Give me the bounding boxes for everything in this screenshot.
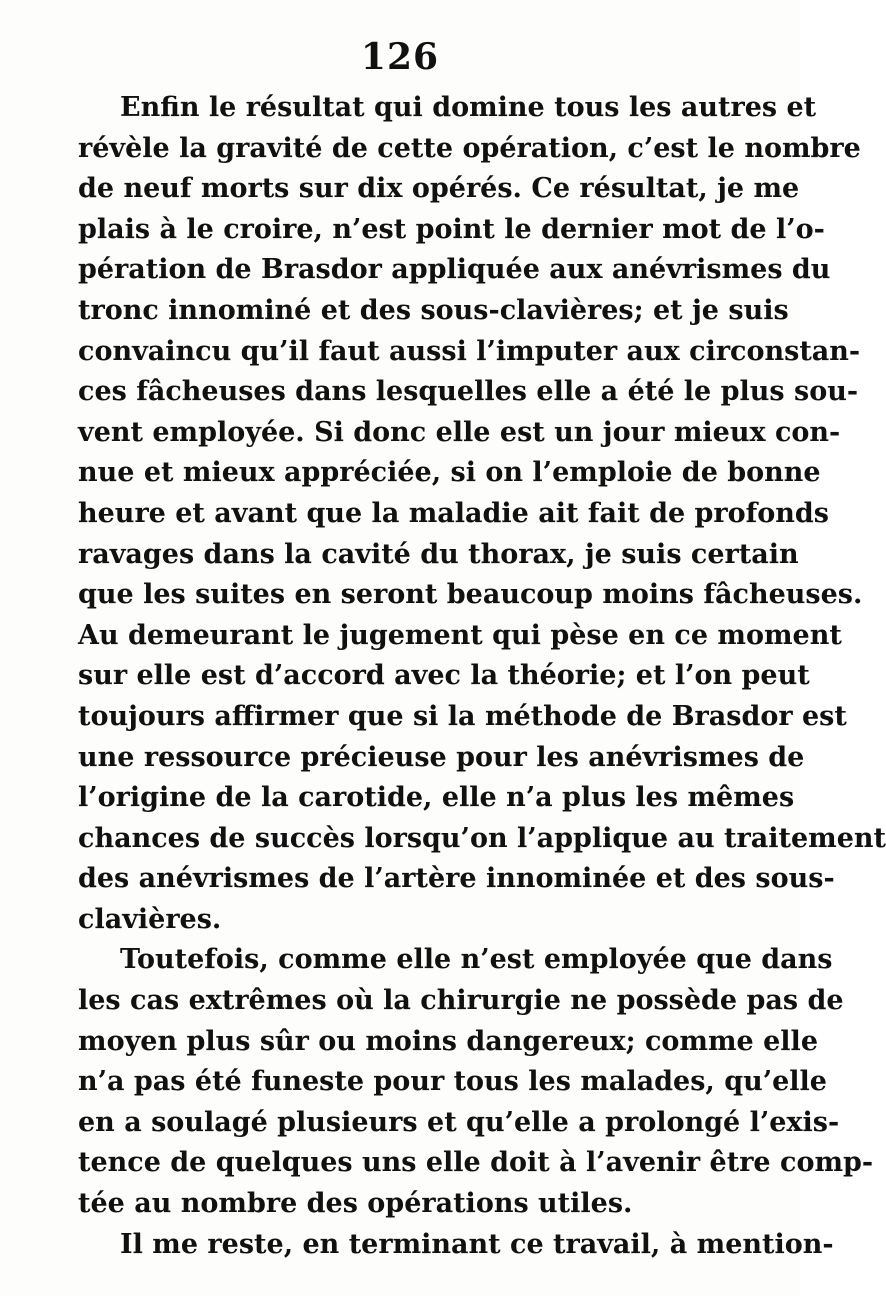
text-line: heure et avant que la maladie ait fait de profonds: [78, 497, 830, 529]
text-line: moyen plus sûr ou moins dangereux; comme elle: [78, 1025, 818, 1057]
text-line: convaincu qu’il faut aussi l’imputer aux circonstan-: [78, 335, 861, 367]
text-line: Toutefois, comme elle n’est employée que dans: [120, 944, 833, 976]
text-line: révèle la gravité de cette opération, c’est le nombre: [78, 132, 861, 164]
text-line: Enfin le résultat qui domine tous les autres et: [120, 92, 817, 123]
text-line: les cas extrêmes où la chirurgie ne possède pas de: [78, 985, 844, 1017]
text-line: Au demeurant le jugement qui pèse en ce moment: [78, 619, 842, 651]
text-line: ces fâcheuses dans lesquelles elle a été le plus sou-: [78, 376, 859, 408]
text-line: tée au nombre des opérations utiles.: [78, 1188, 633, 1220]
text-line: plais à le croire, n’est point le dernier mot de l’o-: [78, 213, 825, 245]
text-line: l’origine de la carotide, elle n’a plus les mêmes: [78, 782, 795, 814]
text-line: ravages dans la cavité du thorax, je suis certain: [78, 538, 799, 570]
text-line: vent employée. Si donc elle est un jour mieux con-: [78, 416, 841, 448]
text-line: n’a pas été funeste pour tous les malades, qu’elle: [78, 1066, 827, 1098]
text-line: pération de Brasdor appliquée aux anévrismes du: [78, 254, 831, 286]
text-line: clavières.: [78, 903, 222, 935]
page-number: 126: [360, 36, 440, 78]
text-line: nue et mieux appréciée, si on l’emploie de bonne: [78, 457, 821, 489]
text-line: des anévrismes de l’artère innominée et des sous-: [78, 863, 835, 895]
text-line: sur elle est d’accord avec la théorie; et l’on peut: [78, 660, 810, 692]
body-text: [78, 88, 886, 1265]
text-line: tronc innominé et des sous-clavières; et je suis: [78, 294, 789, 326]
text-line: tence de quelques uns elle doit à l’avenir être comp-: [78, 1147, 874, 1179]
text-line: une ressource précieuse pour les anévrismes de: [78, 741, 805, 773]
text-line: de neuf morts sur dix opérés. Ce résultat, je me: [78, 173, 800, 205]
text-line: que les suites en seront beaucoup moins fâcheuses.: [78, 579, 863, 611]
text-line: toujours affirmer que si la méthode de Brasdor est: [78, 700, 847, 732]
text-line: Il me reste, en terminant ce travail, à mention-: [120, 1228, 834, 1260]
text-line: chances de succès lorsqu’on l’applique au traitement: [78, 822, 886, 854]
text-line: en a soulagé plusieurs et qu’elle a prolongé l’exis-: [78, 1106, 840, 1138]
